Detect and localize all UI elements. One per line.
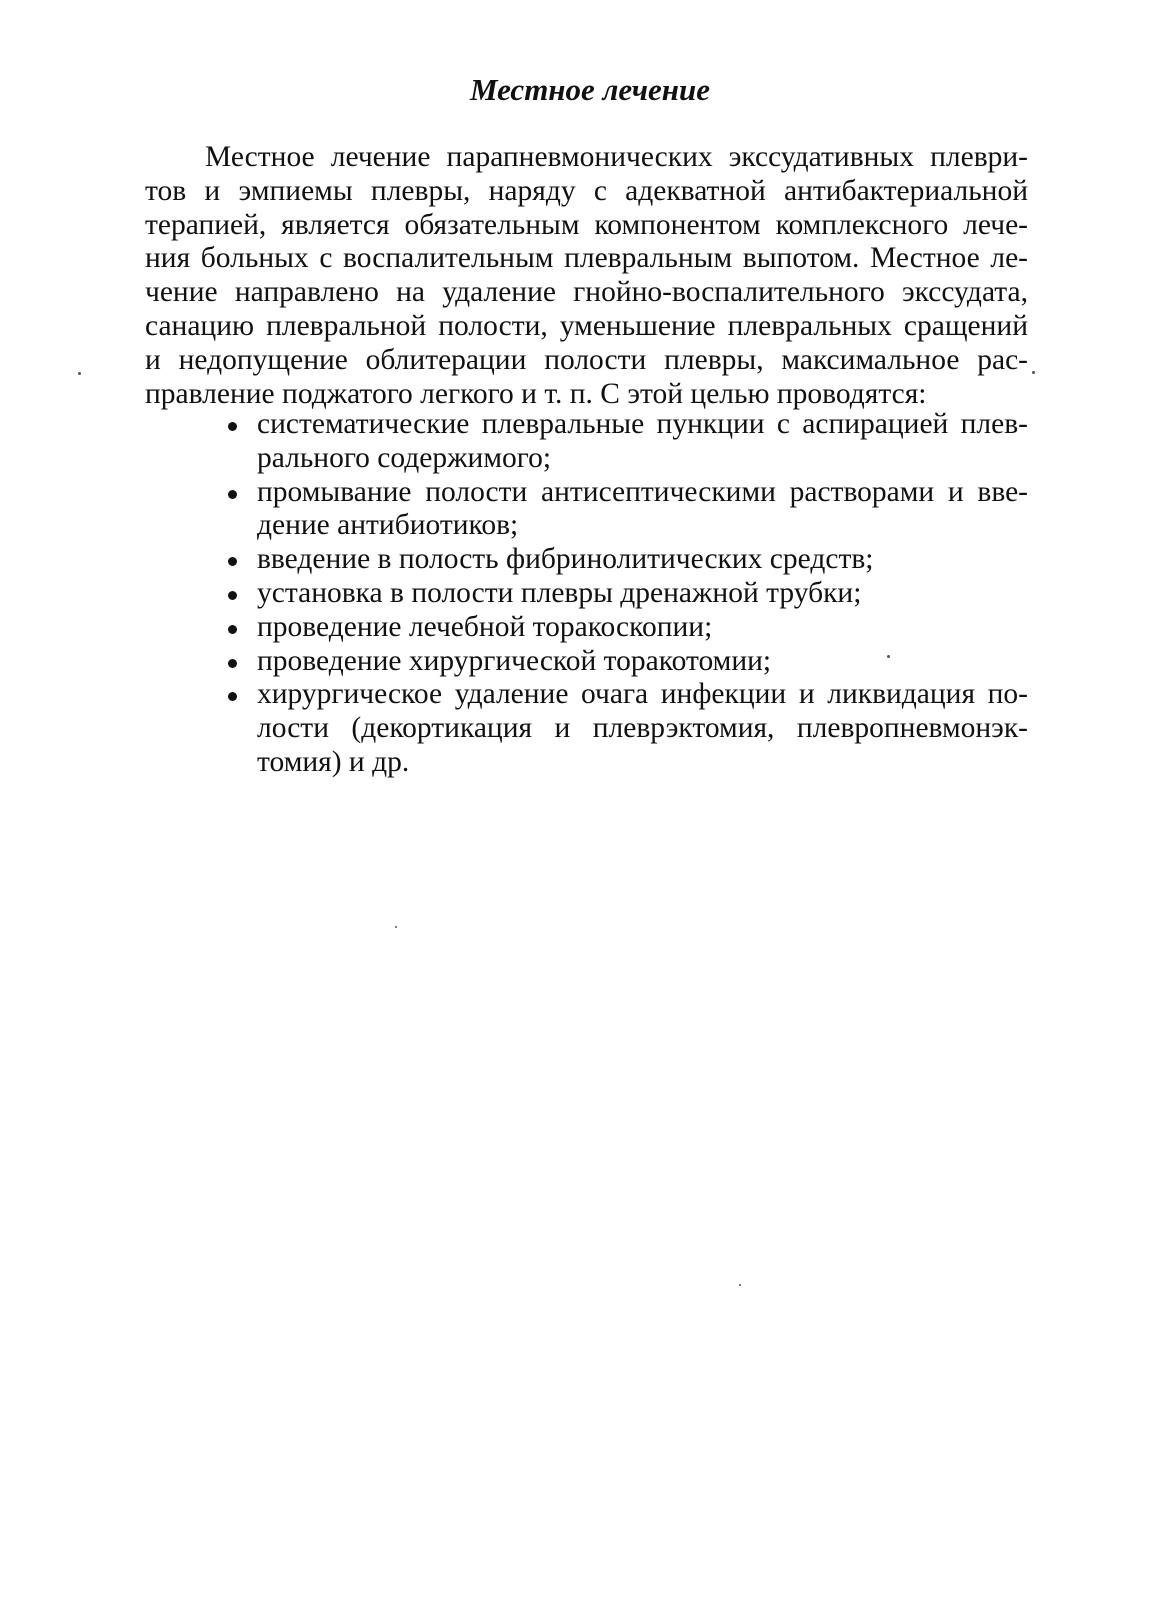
paragraph-line: Местное лечение парапневмонических экссудативных плеври-	[205, 141, 1028, 173]
body-paragraph	[145, 141, 1028, 411]
list-item-line: промывание полости антисептическими растворами и вве-	[257, 475, 1028, 508]
list-item-line: лости (декортикация и плеврэктомия, плевропневмонэк-	[257, 712, 1028, 745]
list-item-line: томия) и др.	[257, 745, 410, 778]
scan-speck	[739, 1284, 741, 1286]
paragraph-line: правление поджатого легкого и т. п. С этой целью проводятся:	[145, 377, 927, 410]
bullet-icon	[228, 422, 237, 431]
paragraph-line: и недопущение облитерации полости плевры, максимальное рас-	[145, 343, 1028, 376]
list-item-line: дение антибиотиков;	[257, 509, 519, 542]
scan-speck	[395, 926, 397, 928]
bullet-icon	[228, 490, 237, 499]
list-item-line: хирургическое удаление очага инфекции и ликвидация по-	[257, 678, 1028, 711]
list-item-line: проведение хирургической торакотомии;	[257, 644, 772, 677]
paragraph-line: тов и эмпиемы плевры, наряду с адекватной антибактериальной	[145, 174, 1028, 207]
list-item	[223, 645, 1028, 679]
bullet-icon	[228, 557, 237, 566]
list-item	[223, 611, 1028, 645]
scan-speck	[887, 655, 890, 658]
section-heading: Местное лечение	[469, 72, 711, 107]
scan-speck	[78, 372, 81, 375]
bullet-icon	[228, 659, 237, 668]
paragraph-line: чение направлено на удаление гнойно-воспалительного экссудата,	[145, 276, 1028, 309]
paragraph-line: ния больных с воспалительным плевральным выпотом. Местное ле-	[145, 242, 1028, 275]
list-item-line: рального содержимого;	[257, 441, 552, 474]
paragraph-line: терапией, является обязательным компонентом комплексного лече-	[145, 208, 1028, 241]
scan-speck	[1032, 371, 1035, 374]
list-item	[223, 408, 1028, 476]
list-item-line: проведение лечебной торакоскопии;	[257, 610, 713, 643]
list-item	[223, 678, 1028, 779]
list-item	[223, 577, 1028, 611]
paragraph-line: санацию плевральной полости, уменьшение плевральных сращений	[145, 309, 1028, 342]
list-item-line: систематические плевральные пункции с аспирацией плев-	[257, 408, 1028, 440]
list-item-line: установка в полости плевры дренажной трубки;	[257, 576, 862, 609]
bullet-icon	[228, 591, 237, 600]
bullet-icon	[228, 692, 237, 701]
list-item	[223, 543, 1028, 577]
list-item	[223, 476, 1028, 544]
list-item-line: введение в полость фибринолитических средств;	[257, 543, 874, 576]
treatment-list	[223, 408, 1028, 780]
bullet-icon	[228, 625, 237, 634]
